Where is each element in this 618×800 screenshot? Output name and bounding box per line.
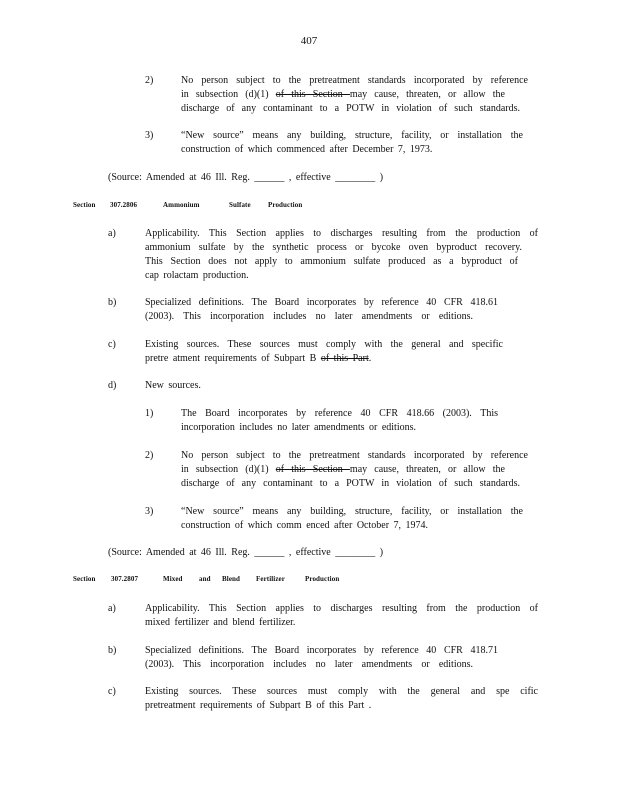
section-heading: Section 307.2806 Ammonium Sulfate Production (73, 201, 303, 209)
page-number: 407 (300, 35, 318, 47)
source-note: (Source: Amended at 46 Ill. Reg. ______ , effective ________ ) (108, 172, 384, 183)
text-line: construction of which commenced after December 7, 1973. (181, 144, 433, 155)
item-number: 2) (145, 450, 154, 461)
text-line: mixed fertilizer and blend fertilizer. (145, 617, 296, 628)
text-line: “New source” means any building, structure, facility, or installation the (181, 506, 523, 517)
item-number: 1) (145, 408, 154, 419)
item-number: 3) (145, 506, 154, 517)
item-number: b) (108, 645, 117, 656)
text-line: pretreatment requirements of Subpart B of this Part . (145, 700, 372, 711)
struck-text: of this Part (320, 353, 369, 364)
text-line: Existing sources. These sources must comply with the general and spe cific (145, 686, 538, 697)
text-line: No person subject to the pretreatment standards incorporated by reference (181, 75, 528, 86)
text-line: discharge of any contaminant to a POTW in violation of such standards. (181, 478, 520, 489)
item-number: 3) (145, 130, 154, 141)
struck-text: of this Section (275, 464, 350, 475)
text-line: Specialized definitions. The Board incorporates by reference 40 CFR 418.71 (145, 645, 498, 656)
text-line: (2003). This incorporation includes no later amendments or editions. (145, 659, 473, 670)
section-heading: Section 307.2807 Mixed and Blend Fertilizer Production (73, 575, 340, 583)
item-number: a) (108, 228, 116, 239)
text-line: New sources. (145, 380, 201, 391)
text-line-with-strikeout: in subsection (d)(1) of this Section may cause, threaten, or allow the (181, 464, 505, 475)
text-line-with-strikeout: pretre atment requirements of Subpart B of this Part. (145, 353, 372, 364)
text-line: (2003). This incorporation includes no later amendments or editions. (145, 311, 473, 322)
item-number: b) (108, 297, 117, 308)
text-line: cap rolactam production. (145, 270, 249, 281)
item-number: a) (108, 603, 116, 614)
text-line-with-strikeout: in subsection (d)(1) of this Section may cause, threaten, or allow the (181, 89, 505, 100)
text-line: discharge of any contaminant to a POTW in violation of such standards. (181, 103, 520, 114)
item-number: c) (108, 339, 116, 350)
text-line: This Section does not apply to ammonium sulfate produced as a byproduct of (145, 256, 518, 267)
text-line: Existing sources. These sources must comply with the general and specific (145, 339, 503, 350)
item-number: 2) (145, 75, 154, 86)
source-note: (Source: Amended at 46 Ill. Reg. ______ , effective ________ ) (108, 547, 384, 558)
item-number: c) (108, 686, 116, 697)
text-line: Applicability. This Section applies to discharges resulting from the production of (145, 603, 538, 614)
text-line: Applicability. This Section applies to discharges resulting from the production of (145, 228, 538, 239)
text-line: incorporation includes no later amendments or editions. (181, 422, 416, 433)
text-line: “New source” means any building, structure, facility, or installation the (181, 130, 523, 141)
struck-text: of this Section (275, 89, 350, 100)
text-line: ammonium sulfate by the synthetic process or bycoke oven byproduct recovery. (145, 242, 522, 253)
item-number: d) (108, 380, 117, 391)
text-line: No person subject to the pretreatment standards incorporated by reference (181, 450, 528, 461)
text-line: The Board incorporates by reference 40 CFR 418.66 (2003). This (181, 408, 498, 419)
text-line: Specialized definitions. The Board incorporates by reference 40 CFR 418.61 (145, 297, 498, 308)
text-line: construction of which comm enced after October 7, 1974. (181, 520, 429, 531)
